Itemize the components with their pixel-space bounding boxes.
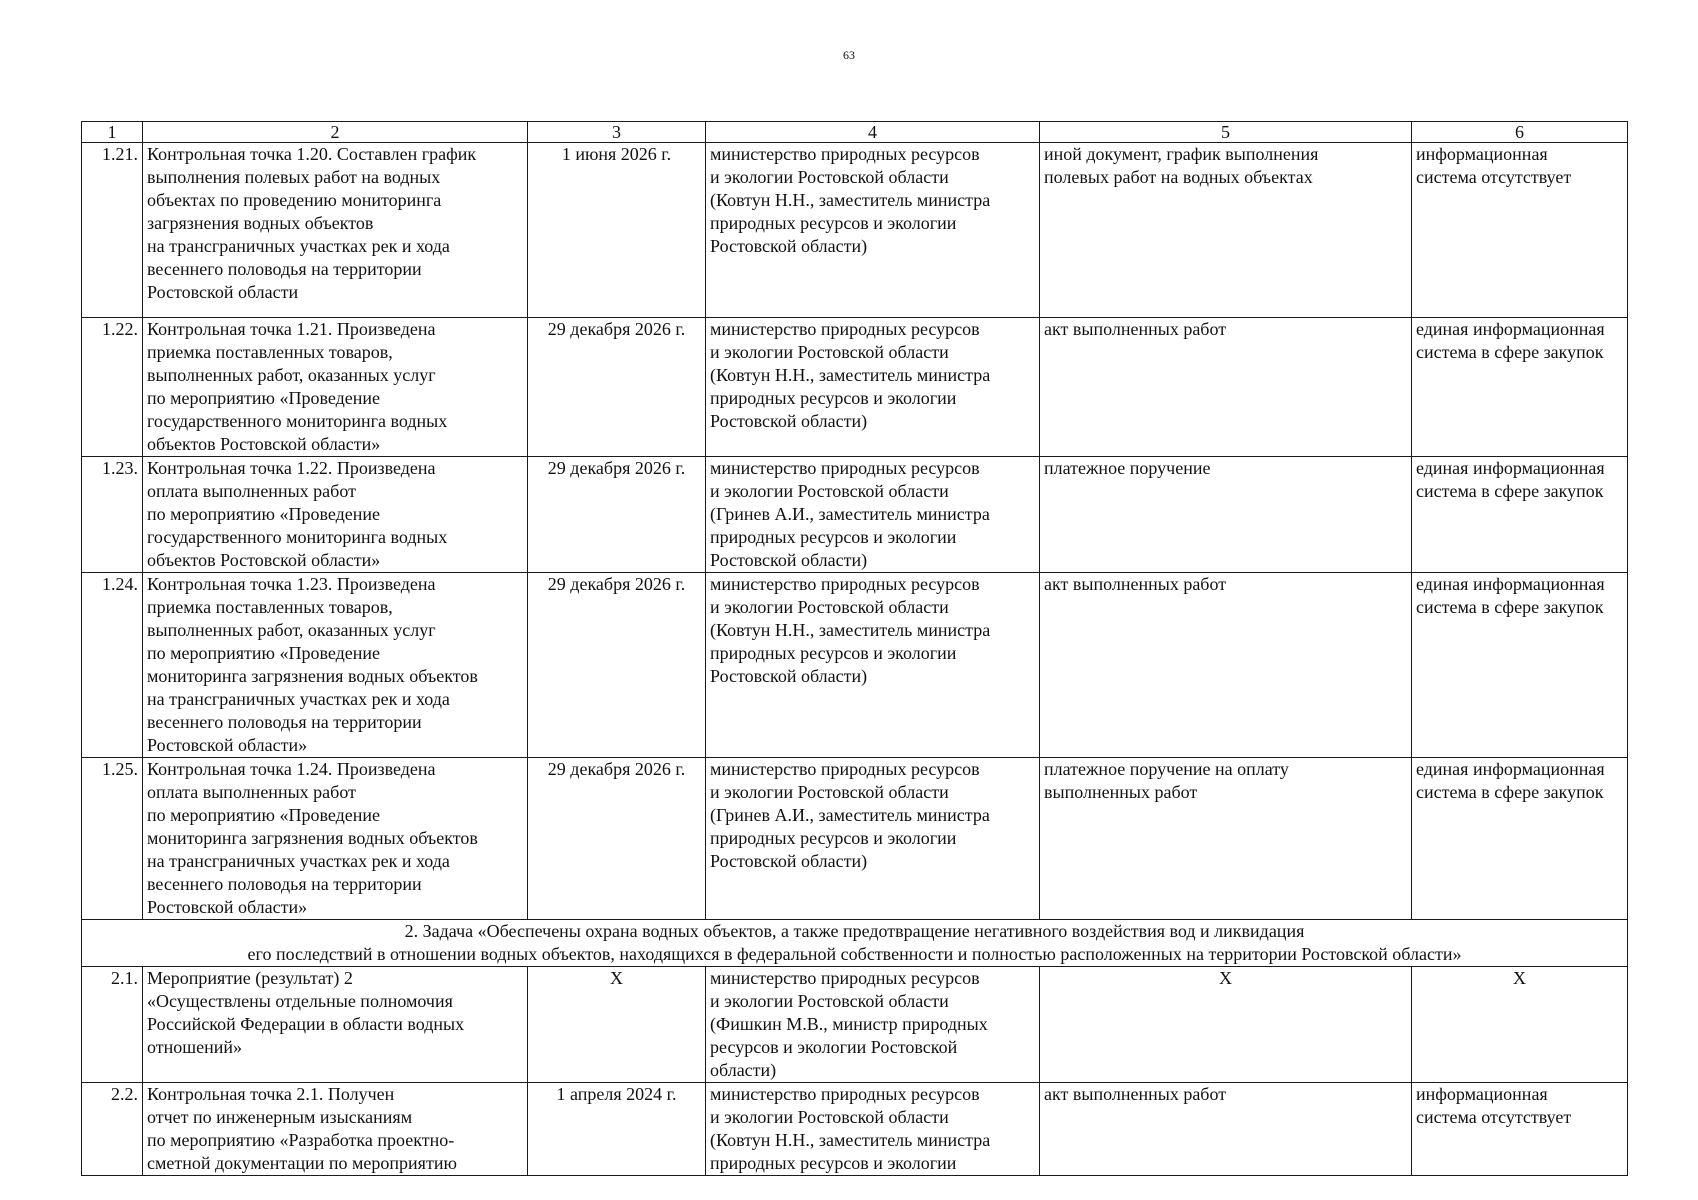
deadline-date: 1 июня 2026 г. <box>528 143 706 318</box>
deadline-date: 29 декабря 2026 г. <box>528 318 706 457</box>
column-header-5: 5 <box>1040 122 1412 143</box>
control-point-name: Контрольная точка 1.22. Произведена оплата выполненных работ по мероприятию «Проведение государственного мониторинга водных объектов Ростовской области» <box>143 457 528 573</box>
information-system: единая информационная система в сфере закупок <box>1412 758 1628 920</box>
information-system: информационная система отсутствует <box>1412 1083 1628 1176</box>
deadline-date: 1 апреля 2024 г. <box>528 1083 706 1176</box>
information-system: X <box>1412 967 1628 1083</box>
column-header-2: 2 <box>143 122 528 143</box>
control-point-name: Контрольная точка 1.24. Произведена оплата выполненных работ по мероприятию «Проведение мониторинга загрязнения водных объектов на трансграничных участках рек и хода весеннего половодья на территории Ростовской области» <box>143 758 528 920</box>
row-number: 1.23. <box>82 457 143 573</box>
deadline-date: X <box>528 967 706 1083</box>
information-system: единая информационная система в сфере закупок <box>1412 318 1628 457</box>
control-point-name: Контрольная точка 1.23. Произведена приемка поставленных товаров, выполненных работ, оказанных услуг по мероприятию «Проведение мониторинга загрязнения водных объектов на трансграничных участках рек и хода весеннего половодья на территории Ростовской области» <box>143 573 528 758</box>
control-point-name: Контрольная точка 1.20. Составлен график выполнения полевых работ на водных объектах по проведению мониторинга загрязнения водных объектов на трансграничных участках рек и хода весеннего половодья на территории Ростовской области <box>143 143 528 318</box>
column-number-row <box>82 122 1628 143</box>
table-row <box>82 457 1628 573</box>
responsible-party: министерство природных ресурсов и экологии Ростовской области (Фишкин М.В., министр природных ресурсов и экологии Ростовской области) <box>706 967 1040 1083</box>
responsible-party: министерство природных ресурсов и экологии Ростовской области (Гринев А.И., заместитель министра природных ресурсов и экологии Ростовской области) <box>706 758 1040 920</box>
table-row <box>82 143 1628 318</box>
table-row <box>82 967 1628 1083</box>
confirming-document: акт выполненных работ <box>1040 1083 1412 1176</box>
section-task-row <box>82 920 1628 967</box>
information-system: единая информационная система в сфере закупок <box>1412 457 1628 573</box>
confirming-document: акт выполненных работ <box>1040 318 1412 457</box>
table-row <box>82 758 1628 920</box>
event-name: Мероприятие (результат) 2 «Осуществлены отдельные полномочия Российской Федерации в области водных отношений» <box>143 967 528 1083</box>
deadline-date: 29 декабря 2026 г. <box>528 573 706 758</box>
information-system: информационная система отсутствует <box>1412 143 1628 318</box>
confirming-document: акт выполненных работ <box>1040 573 1412 758</box>
responsible-party: министерство природных ресурсов и экологии Ростовской области (Ковтун Н.Н., заместитель министра природных ресурсов и экологии Ростовской области) <box>706 143 1040 318</box>
control-points-table <box>81 121 1628 1176</box>
row-number: 1.24. <box>82 573 143 758</box>
table-row <box>82 573 1628 758</box>
row-number: 2.1. <box>82 967 143 1083</box>
column-header-6: 6 <box>1412 122 1628 143</box>
information-system: единая информационная система в сфере закупок <box>1412 573 1628 758</box>
row-number: 1.25. <box>82 758 143 920</box>
control-point-name: Контрольная точка 2.1. Получен отчет по инженерным изысканиям по мероприятию «Разработка проектно- сметной документации по мероприятию <box>143 1083 528 1176</box>
responsible-party: министерство природных ресурсов и экологии Ростовской области (Ковтун Н.Н., заместитель министра природных ресурсов и экологии Ростовской области) <box>706 573 1040 758</box>
row-number: 1.21. <box>82 143 143 318</box>
confirming-document: платежное поручение на оплату выполненных работ <box>1040 758 1412 920</box>
table-row <box>82 318 1628 457</box>
page-number: 63 <box>843 48 855 62</box>
confirming-document: X <box>1040 967 1412 1083</box>
responsible-party: министерство природных ресурсов и экологии Ростовской области (Ковтун Н.Н., заместитель министра природных ресурсов и экологии Ростовской области) <box>706 318 1040 457</box>
confirming-document: иной документ, график выполнения полевых работ на водных объектах <box>1040 143 1412 318</box>
deadline-date: 29 декабря 2026 г. <box>528 758 706 920</box>
section-task-title: 2. Задача «Обеспечены охрана водных объектов, а также предотвращение негативного воздействия вод и ликвидация его последствий в отношении водных объектов, находящихся в федеральной собственности и полностью расположенных на территории Ростовской области» <box>82 920 1628 967</box>
column-header-4: 4 <box>706 122 1040 143</box>
column-header-1: 1 <box>82 122 143 143</box>
control-point-name: Контрольная точка 1.21. Произведена приемка поставленных товаров, выполненных работ, оказанных услуг по мероприятию «Проведение государственного мониторинга водных объектов Ростовской области» <box>143 318 528 457</box>
confirming-document: платежное поручение <box>1040 457 1412 573</box>
column-header-3: 3 <box>528 122 706 143</box>
responsible-party: министерство природных ресурсов и экологии Ростовской области (Ковтун Н.Н., заместитель министра природных ресурсов и экологии <box>706 1083 1040 1176</box>
row-number: 1.22. <box>82 318 143 457</box>
responsible-party: министерство природных ресурсов и экологии Ростовской области (Гринев А.И., заместитель министра природных ресурсов и экологии Ростовской области) <box>706 457 1040 573</box>
deadline-date: 29 декабря 2026 г. <box>528 457 706 573</box>
table-row <box>82 1083 1628 1176</box>
row-number: 2.2. <box>82 1083 143 1176</box>
